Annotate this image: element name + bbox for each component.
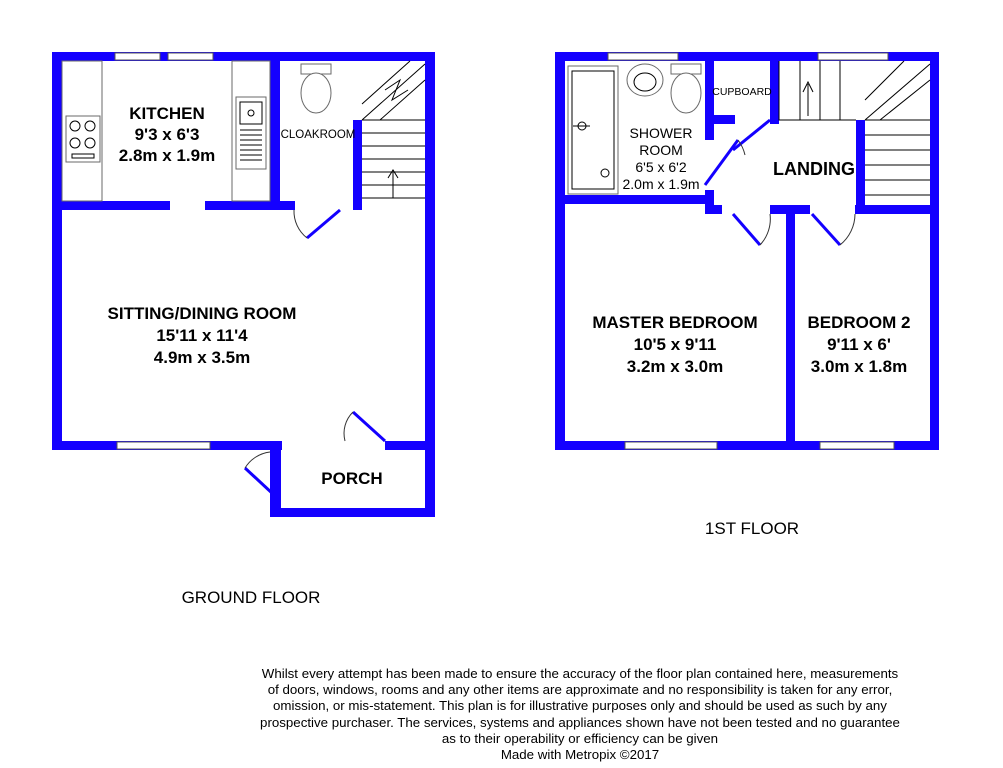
stair-arrow-icon [803, 82, 813, 116]
shower-tray [568, 66, 618, 194]
master-door [733, 214, 760, 245]
toilet-icon [301, 73, 331, 113]
sitting-metric: 4.9m x 3.5m [153, 348, 251, 367]
stairs-top [779, 61, 856, 120]
first-floor-plan [555, 52, 939, 538]
door-swing-icon [760, 214, 770, 245]
ff-right-wall [930, 52, 939, 450]
front-door-inner [353, 412, 385, 441]
bedroom2-door [812, 214, 840, 245]
master-name: MASTER BEDROOM [592, 313, 758, 332]
stairs [865, 120, 930, 195]
door-swing-icon [245, 452, 270, 468]
door-swing-icon [344, 412, 353, 441]
cupboard-door [733, 120, 770, 150]
disclaimer [225, 666, 935, 763]
disclaimer-line: omission, or mis-statement. This plan is for illustrative purposes only and should be used as such by any [273, 698, 887, 714]
shower-name-line1: SHOWER [629, 125, 693, 141]
cupboard-bottom-wall [705, 115, 735, 124]
shower-bottom-wall [555, 195, 705, 204]
porch-left-wall [270, 441, 281, 517]
kitchen-divider-left [52, 201, 170, 210]
first-floor-label: 1ST FLOOR [704, 519, 800, 538]
master-imperial: 10'5 x 9'11 [633, 335, 717, 354]
gf-bottom-wall-right [385, 441, 430, 450]
master-metric: 3.2m x 3.0m [626, 357, 724, 376]
bedroom2-window [820, 442, 894, 449]
bedroom2-name: BEDROOM 2 [807, 313, 911, 332]
shower-metric: 2.0m x 1.9m [622, 176, 700, 192]
cloakroom-name: CLOAKROOM [280, 129, 356, 141]
sitting-name: SITTING/DINING ROOM [107, 304, 297, 323]
ff-left-wall [555, 52, 565, 450]
kitchen-window-1 [115, 53, 160, 60]
stairs-winder [865, 61, 930, 120]
sitting-imperial: 15'11 x 11'4 [156, 326, 248, 345]
kitchen-name: KITCHEN [129, 104, 205, 123]
bedroom-divider [786, 205, 795, 450]
disclaimer-line: prospective purchaser. The services, systems and appliances shown have not been tested and no guarantee [260, 714, 900, 730]
stair-arrow-icon [388, 170, 398, 198]
master-window [625, 442, 717, 449]
cupboard-name: CUPBOARD [712, 86, 772, 98]
gf-left-wall [52, 52, 62, 450]
stairs-winder [362, 61, 425, 120]
door-swing-icon [840, 214, 855, 245]
shower-window [608, 53, 678, 60]
landing-name: LANDING [773, 159, 855, 179]
disclaimer-line: of doors, windows, rooms and any other items are approximate and no responsibility is taken for any error, [267, 682, 893, 698]
kitchen-metric: 2.8m x 1.9m [118, 146, 216, 165]
landing-window [818, 53, 888, 60]
disclaimer-line: Whilst every attempt has been made to ensure the accuracy of the floor plan contained here, measurements [261, 666, 899, 681]
stairwell-wall [856, 120, 865, 214]
bedroom2-imperial: 9'11 x 6' [827, 335, 891, 354]
cloakroom-left-wall [270, 52, 280, 210]
shower-name-line2: ROOM [639, 142, 683, 158]
porch-bottom-wall [270, 508, 435, 517]
ground-floor-plan [52, 52, 435, 607]
kitchen-window-2 [168, 53, 213, 60]
porch-name: PORCH [321, 469, 383, 488]
master-top-wall [705, 205, 722, 214]
credit-line: Made with Metropix ©2017 [500, 747, 660, 763]
shower-door [705, 140, 738, 185]
bedroom2-metric: 3.0m x 1.8m [810, 357, 908, 376]
bedroom2-top-wall [855, 205, 939, 214]
gf-top-wall [52, 52, 435, 61]
toilet-icon [671, 73, 701, 113]
shower-imperial: 6'5 x 6'2 [635, 159, 687, 175]
ground-floor-label: GROUND FLOOR [181, 588, 321, 607]
cloakroom-door [307, 210, 340, 238]
sitting-window [117, 442, 210, 449]
drainer-icon [240, 130, 262, 160]
door-swing-icon [294, 210, 307, 238]
kitchen-divider-right [205, 201, 280, 210]
cloakroom-bottom-wall [270, 201, 295, 210]
disclaimer-line: as to their operability or efficiency can be given [441, 730, 719, 746]
porch-door [245, 468, 273, 494]
kitchen-imperial: 9'3 x 6'3 [134, 125, 200, 144]
